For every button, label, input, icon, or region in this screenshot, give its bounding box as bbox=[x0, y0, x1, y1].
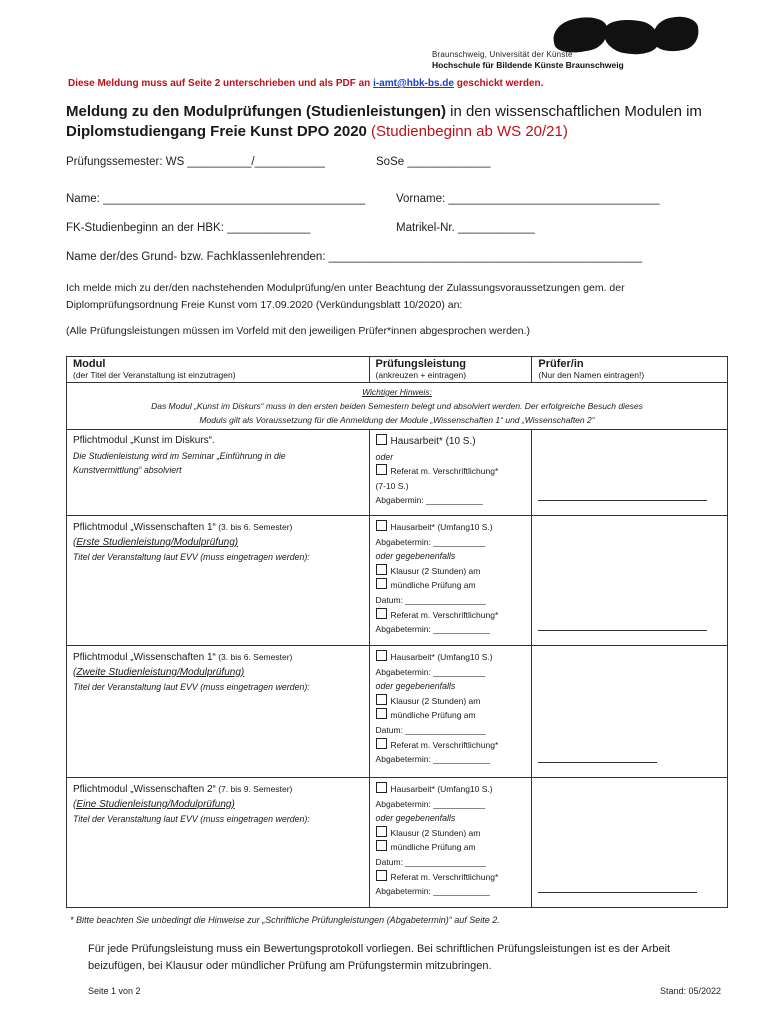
checkbox[interactable] bbox=[376, 564, 387, 575]
page-number: Seite 1 von 2 bbox=[88, 986, 141, 996]
col-header-pruefung: Prüfungsleistung bbox=[369, 357, 532, 371]
module-cell-wissenschaften-1b: Pflichtmodul „Wissenschaften 1“ (3. bis 6. Semester) (Zweite Studienleistung/Modulprüfung) Titel der Veranstaltung laut EVV (muss eingetragen werden): bbox=[67, 646, 370, 778]
abgabetermin-field[interactable]: Abgabetermin: ___________ bbox=[375, 536, 486, 547]
pruefung-cell: Hausarbeit* (Umfang10 S.) Abgabetermin: ___________ oder gegebenenfalls Klausur (2 Stunden) am mündliche Prüfung am Datum: _________________ Referat m. Verschriftlichung* Abgabetermin: ____________ bbox=[369, 516, 532, 646]
abgabetermin-field[interactable]: Abgabetermin: ____________ bbox=[375, 624, 490, 635]
col-header-modul: Modul bbox=[67, 357, 370, 371]
pruefer-cell[interactable] bbox=[532, 646, 728, 778]
checkbox[interactable] bbox=[376, 708, 387, 719]
datum-field[interactable]: Datum: _________________ bbox=[375, 724, 486, 735]
checkbox[interactable] bbox=[376, 650, 387, 661]
col-sub-pruefung: (ankreuzen + eintragen) bbox=[369, 370, 532, 383]
checkbox[interactable] bbox=[376, 434, 387, 445]
fk-studienbeginn-field[interactable]: FK-Studienbeginn an der HBK: _____________ bbox=[66, 222, 311, 234]
important-hint: Wichtiger Hinweis: Das Modul „Kunst im Diskurs“ muss in den ersten beiden Semestern belegt und absolviert werden. Der erfolgreiche Besuch dieses Moduls gilt als Voraussetzung für die Anmeldung der Module „Wissenschaften 1“ und „Wissenschaften 2“ bbox=[67, 383, 728, 430]
logo-mark-3 bbox=[650, 13, 702, 56]
pruefung-cell: Hausarbeit* (Umfang10 S.) Abgabetermin: ___________ oder gegebenenfalls Klausur (2 Stunden) am mündliche Prüfung am Datum: _________________ Referat m. Verschriftlichung* Abgabetermin: ____________ bbox=[369, 778, 532, 908]
name-field[interactable]: Name: _________________________________________ bbox=[66, 193, 366, 205]
col-sub-modul: (der Titel der Veranstaltung ist einzutragen) bbox=[67, 370, 370, 383]
intro-note: (Alle Prüfungsleistungen müssen im Vorfeld mit den jeweiligen Prüfer*innen abgesprochen werden.) bbox=[66, 325, 531, 337]
table-row bbox=[67, 778, 728, 908]
abgabetermin-field[interactable]: Abgabetermin: ____________ bbox=[375, 886, 490, 897]
checkbox[interactable] bbox=[376, 738, 387, 749]
datum-field[interactable]: Datum: _________________ bbox=[375, 594, 486, 605]
checkbox[interactable] bbox=[376, 464, 387, 475]
pruefer-cell[interactable] bbox=[532, 430, 728, 516]
col-header-pruefer: Prüfer/in bbox=[532, 357, 728, 371]
checkbox[interactable] bbox=[376, 520, 387, 531]
footnote: * Bitte beachten Sie unbedingt die Hinweise zur „Schriftliche Prüfungleistungen (Abgabetermin)“ auf Seite 2. bbox=[70, 915, 500, 925]
revision-date: Stand: 05/2022 bbox=[660, 986, 722, 996]
logo-line-2: Hochschule für Bildende Künste Braunschweig bbox=[432, 60, 624, 70]
datum-field[interactable]: Datum: _________________ bbox=[375, 856, 486, 867]
email-link[interactable]: i-amt@hbk-bs.de bbox=[373, 78, 454, 89]
protocol-note: Für jede Prüfungsleistung muss ein Bewertungsprotokoll vorliegen. Bei schriftlichen Prüfungsleistungen ist es der Arbeit beizufügen, bei Klausur oder mündlicher Prüfung am Prüfungstermin mitzubringen. bbox=[88, 943, 671, 972]
abgabetermin-field[interactable]: Abgabetermin: ____________ bbox=[375, 754, 490, 765]
table-row bbox=[67, 516, 728, 646]
page-title: Meldung zu den Modulprüfungen (Studienleistungen) in den wissenschaftlichen Modulen im Diplomstudiengang Freie Kunst DPO 2020 (Studienbeginn ab WS 20/21) bbox=[66, 103, 702, 140]
logo-line-1: Braunschweig, Universität der Künste bbox=[432, 50, 573, 59]
sose-field[interactable]: SoSe _____________ bbox=[376, 156, 491, 168]
abgabetermin-field[interactable]: Abgabetermin: ___________ bbox=[375, 666, 486, 677]
checkbox[interactable] bbox=[376, 608, 387, 619]
col-sub-pruefer: (Nur den Namen eintragen!) bbox=[532, 370, 728, 383]
abgabetermin-field[interactable]: Abgabetermin: ___________ bbox=[375, 798, 486, 809]
matrikel-field[interactable]: Matrikel-Nr. ____________ bbox=[396, 222, 535, 234]
table-row bbox=[67, 430, 728, 516]
pruefung-cell: Hausarbeit* (10 S.) oder Referat m. Verschriftlichung* (7-10 S.) Abgabermin: ____________ bbox=[369, 430, 532, 516]
checkbox[interactable] bbox=[376, 870, 387, 881]
checkbox[interactable] bbox=[376, 840, 387, 851]
table-row bbox=[67, 646, 728, 778]
module-table bbox=[66, 356, 728, 908]
lehrende-field[interactable]: Name der/des Grund- bzw. Fachklassenlehrenden: _________________________________________________ bbox=[66, 251, 643, 263]
pruefung-cell: Hausarbeit* (Umfang10 S.) Abgabetermin: ___________ oder gegebenenfalls Klausur (2 Stunden) am mündliche Prüfung am Datum: _________________ Referat m. Verschriftlichung* Abgabetermin: ____________ bbox=[369, 646, 532, 778]
checkbox[interactable] bbox=[376, 694, 387, 705]
module-cell-kunst-im-diskurs: Pflichtmodul „Kunst im Diskurs“. Die Studienleistung wird im Seminar „Einführung in die Kunstvermittlung“ absolviert bbox=[67, 430, 370, 516]
submission-notice: Diese Meldung muss auf Seite 2 unterschrieben und als PDF an i-amt@hbk-bs.de geschickt werden. bbox=[68, 78, 544, 89]
vorname-field[interactable]: Vorname: _________________________________ bbox=[396, 193, 660, 205]
module-cell-wissenschaften-1a: Pflichtmodul „Wissenschaften 1“ (3. bis 6. Semester) (Erste Studienleistung/Modulprüfung) Titel der Veranstaltung laut EVV (muss eingetragen werden): bbox=[67, 516, 370, 646]
module-cell-wissenschaften-2: Pflichtmodul „Wissenschaften 2“ (7. bis 9. Semester) (Eine Studienleistung/Modulprüfung) Titel der Veranstaltung laut EVV (muss eingetragen werden): bbox=[67, 778, 370, 908]
checkbox[interactable] bbox=[376, 578, 387, 589]
pruefer-cell[interactable] bbox=[532, 778, 728, 908]
pruefer-cell[interactable] bbox=[532, 516, 728, 646]
checkbox[interactable] bbox=[376, 782, 387, 793]
intro-paragraph: Ich melde mich zu der/den nachstehenden Modulprüfung/en unter Beachtung der Zulassungsvoraussetzungen gem. der Diplomprüfungsordnung Freie Kunst vom 17.09.2020 (Verkündungsblatt 10/2020) an: bbox=[66, 282, 625, 311]
abgabetermin-field[interactable]: Abgabermin: ____________ bbox=[375, 495, 483, 506]
checkbox[interactable] bbox=[376, 826, 387, 837]
semester-field[interactable]: Prüfungssemester: WS __________/___________ bbox=[66, 156, 325, 168]
